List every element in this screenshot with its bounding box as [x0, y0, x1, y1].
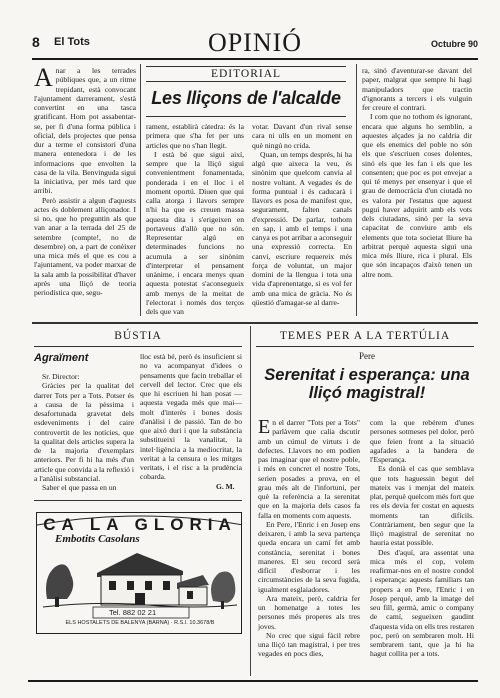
paragraph: ra, sinó d'aventurar-se davant del paper, malgrat que sempre hi hagi manipuladors que tractin d'ignorants a tercers i els vulguin fer creure el contrari.	[362, 66, 472, 112]
footer-rule	[28, 680, 478, 682]
letter-column-2	[140, 352, 242, 482]
editorial-drop-cap: A	[34, 63, 53, 92]
paragraph: Saber el que passa en un	[42, 483, 117, 492]
editorial-column-3	[252, 122, 352, 307]
paragraph: nar a les terrades públiques que, a un ritme trepidant, està convocant l'ajuntament darrerament, s'està convertint en una tasca gratificant. Hom pot assabentar-se, per fi d'una forma pública i oficial, dels projectes que pensa dur a terme el consistori d'una manera entenedora i de les informacions que envolten la casa de la vila. Benvinguda sigui la iniciativa, per més tard que arribi.	[34, 66, 136, 196]
bustia-section-title: BÚSTIA	[114, 330, 162, 342]
editorial-headline: Les lliçons de l'alcalde	[151, 88, 341, 108]
page-header	[32, 28, 478, 56]
paragraph: com la que rebérem d'unes persones sotmeses pel dolor, però que feien front a la situació agafades a la bandera de l'Esperança.	[370, 418, 474, 464]
column-rule	[250, 326, 251, 676]
ad-phone: Tel. 882 02 21	[109, 608, 157, 617]
paragraph: Quan, un temps després, hi ha algú que aixeca la veu, és sinònim que quelcom canvia al nostre voltant. A vegades és de forma puntual i és caducarà i llavors es posa de manifest que, segurament, falten canals d'expressió. De parlar, tothom en sap, i amb el temps i una canya es pot arribar a aconseguir una expressió correcta. En canvi, escriure requereix més força de voluntat, un major domini de la llengua i tota una vida d'aprenentatge, si es vol fer amb una mica de gràcia. No és qüestió d'amagar-se al darre-	[252, 149, 352, 307]
bustia-bottom-rule	[34, 500, 242, 501]
paragraph: Sr. Director:	[42, 372, 80, 381]
paragraph: n el darrer "Tots per a Tots" parlàvem que calia dscutir amb un cúmul de virtuts i de defectes. Llavors no em podien pas imaginar que el nostre poble, i més en concret el nostre Tots, serien posades a prova, en el grau més alt de l'infortuni, per què la referència a la serenitat que en la majoria dels casos fa falla en moments com aquests.	[258, 418, 360, 520]
publication-name: El Tots	[54, 36, 90, 48]
paragraph: En Pere, l'Enric i en Josep ens deixaren, i amb la seva partença queda encara un camí fet amb constància, serenitat i bones maneres. El seu record serà difícil d'esborrar i les circumstàncies de la seva fugida, igualment esglaiadores.	[258, 519, 360, 594]
editorial-column-1	[34, 63, 136, 297]
paragraph: Es donià el cas que semblava que tots haguessin begut del mateix vas i menjat del mateix plat, perquè quelcom més fort que res els devia fer costat en aquests moments tan difícils. Contràriament, ben segur que la lliçó magistral de serenitat no hauria estat possible.	[370, 464, 474, 548]
editorial-column-4	[362, 66, 472, 279]
paragraph: rament, establirà càtedra: és la primera que s'ha fet per uns articles que no s'han llegit.	[146, 122, 244, 150]
paragraph: Però assistir a algun d'aquests actes és doblement alliçonador. I si no, que ho preguntin als que van anar a la terrada del 25 de setembre (compte!, no de desembre) on, a part de conèixer una mica més el que es cou a l'ajuntament, va poder marxar de la sala amb la possibilitat d'haver après una lliçó de teoria periodística que, segu-	[34, 195, 136, 297]
paragraph: Gràcies per la qualitat del darrer Tots per a Tots. Potser és a causa de la pèssima i desafortunada gravetat dels esdeveniments i del caire controvertit de les notícies, que la qualitat dels articles supera la de la majoria d'exemplars anteriors. Per fi hi ha més d'un article que convida a la reflexió i a l'anàlisi substancial.	[34, 381, 134, 483]
header-rule	[32, 58, 478, 60]
column-rule	[140, 64, 141, 316]
paragraph: Des d'aquí, ara assentat una mica més el cop, volem reafirmar-nos en el nostre condol i esperança: aquests familiars tan propers a en Pere, l'Enric i en Josep perquè, amb la imatge del seu fill, germà, amic o company de camí, segueixen gaudint d'aquesta vida on ells tres restaren poc, però on sembraren molt. Hi sembrarem tant, que ja hi ha hagut collita per a tots.	[370, 547, 474, 659]
letter-column-1	[34, 372, 134, 492]
article-column-2	[370, 418, 474, 659]
ad-tagline: Embotits Casolans	[55, 533, 140, 545]
section-divider	[32, 322, 478, 324]
issue-date: Octubre 90	[430, 39, 478, 49]
paragraph: lloc està bé, però és insuficient si no va acompanyat d'idees o pensaments que facin treballar el cervell del lector. Crec que els que hi escriuen hi han posat — aquesta vegada més que mai— molt d'interès i bones dosis d'anàlisi i de passió. Tan de bo que aixó duri i que la substància substitueixi la vanalitat, la intel·ligència a la mediocritat, la veritat a la censura o les mitges veritats, i el risc a la prudència cobarda.	[140, 352, 242, 482]
paragraph: I està bé que sigui així, sempre que la lliçó sigui convenientment fonamentada, ponderada i en el lloc i el moment oportú. Diuen que qui calla atorga i llavors sempre n'hi ha que es creuen massa aquesta dita i s'erigeixen en portaveus d'allò que no són. Representar algú en determinades funcions no acumula a ser sinònim d'interpretar el pensament unànime, i encara menys quan aquesta potestat s'aconsegueix amb menys de la meitat de l'electorat i només dos terços dels que van	[146, 149, 244, 316]
column-rule	[356, 64, 357, 316]
editorial-column-2	[146, 122, 244, 316]
editorial-headline-rule	[146, 116, 346, 117]
advertisement	[36, 512, 242, 634]
section-title: OPINIÓ	[207, 28, 303, 57]
tertulia-section-title: TEMES PER A LA TERTÚLIA	[279, 330, 451, 342]
paragraph: I com que no tothom és ignorant, encara que alguns ho semblin, a aquestes alçades ja no caldria dir que els enemics del poble no són els que s'escriuen coses dolentes, sinó els que les fan i els que les consenten; que poc es pot envejar a qui té menys per ensenyar i que el grau de democràcia d'un ciutadà no es valora per l'estatus que aquest pugui haver adquirit amb els vots dels ciutadans, sinó per la seva capacitat de conviure amb els elements que tota societat lliure ha arbitrat perquè aquesta sigui una mica més lliure, rica i plural. Els que són incapaços d'això tenen un altre nom.	[362, 112, 472, 279]
article-column-1	[258, 418, 360, 659]
ad-address: ELS HOSTALETS DE BALENYA (BARNA) · R.S.I. 10.3678/B	[65, 620, 215, 626]
article-headline: Serenitat i esperança: una lliçó magistral!	[264, 366, 470, 402]
paragraph: Ara mateix, però, caldria fer un homenatge a totes les persones més properes als tres joves.	[258, 593, 360, 631]
paragraph: votar. Davant d'un rival sense cara ni ulls en un moment en què ningú no crida.	[252, 122, 352, 150]
article-drop-cap: E	[258, 416, 271, 438]
paragraph: No crec que sigui fàcil rebre una lliçó tan magistral, i per tres vegades en pocs dies,	[258, 630, 360, 659]
page-number: 8	[32, 34, 40, 50]
letter-signature: G. M.	[216, 482, 235, 491]
bustia-rule	[34, 346, 242, 347]
tertulia-rule	[256, 346, 474, 347]
article-byline: Pere	[359, 351, 375, 361]
letter-title: Agraïment	[34, 352, 89, 364]
ad-brand: CA LA GLORIA	[43, 515, 237, 534]
editorial-kicker: EDITORIAL	[146, 66, 346, 82]
